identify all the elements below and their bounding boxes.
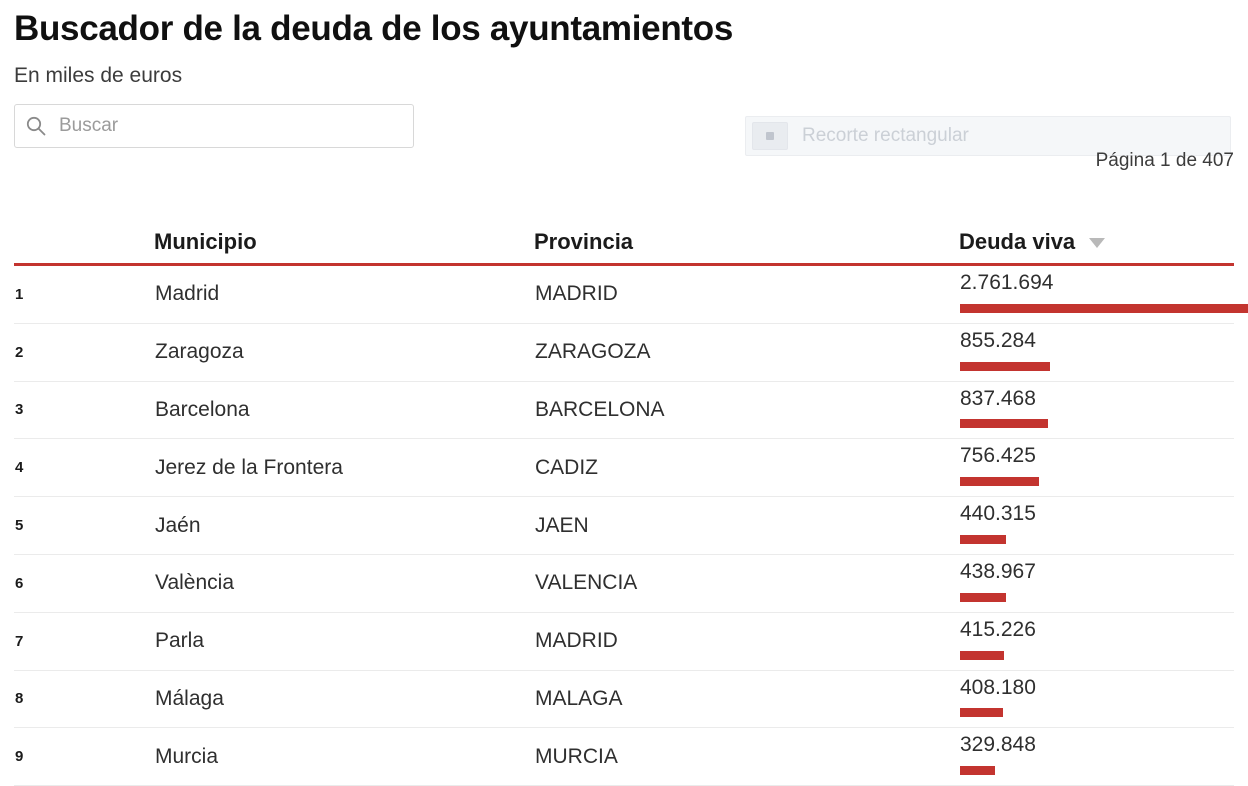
row-rank: 8	[15, 690, 24, 708]
rectangular-snip-icon[interactable]	[752, 122, 788, 150]
row-rank: 1	[15, 285, 24, 303]
column-header-municipio[interactable]: Municipio	[154, 229, 257, 254]
debt-search-page	[0, 8, 1248, 778]
row-provincia: JAEN	[535, 513, 589, 537]
row-deuda-bar	[960, 651, 1004, 660]
row-deuda-cell	[960, 497, 1234, 554]
row-deuda-cell	[960, 728, 1234, 785]
sort-descending-caret-icon[interactable]	[1089, 238, 1105, 248]
row-deuda-value: 415.226	[960, 617, 1036, 641]
page-title: Buscador de la deuda de los ayuntamientos	[14, 9, 733, 48]
row-deuda-value: 440.315	[960, 502, 1036, 526]
row-deuda-cell	[960, 671, 1234, 728]
row-provincia: MADRID	[535, 629, 618, 653]
row-rank: 7	[15, 632, 24, 650]
search-input[interactable]	[57, 114, 403, 138]
search-box[interactable]	[14, 104, 414, 148]
row-rank: 4	[15, 459, 24, 477]
debt-table	[14, 218, 1234, 786]
table-row[interactable]	[14, 439, 1234, 497]
pagination-status: Página 1 de 407	[1095, 150, 1234, 171]
table-header-row	[14, 218, 1234, 266]
row-municipio: Barcelona	[155, 397, 250, 421]
row-deuda-cell	[960, 613, 1234, 670]
row-deuda-cell	[960, 439, 1234, 496]
row-deuda-value: 408.180	[960, 675, 1036, 699]
snip-dot-icon	[766, 132, 774, 140]
row-municipio: Jerez de la Frontera	[155, 455, 343, 479]
page-subtitle: En miles de euros	[14, 64, 183, 87]
table-row[interactable]	[14, 382, 1234, 440]
row-deuda-value: 329.848	[960, 733, 1036, 757]
row-municipio: Murcia	[155, 744, 219, 768]
row-rank: 6	[15, 574, 24, 592]
row-deuda-bar	[960, 766, 995, 775]
row-rank: 2	[15, 343, 24, 361]
row-deuda-value: 756.425	[960, 444, 1036, 468]
row-municipio: Jaén	[155, 513, 201, 537]
table-row[interactable]	[14, 613, 1234, 671]
row-deuda-bar	[960, 535, 1006, 544]
row-provincia: MALAGA	[535, 686, 623, 710]
row-deuda-bar	[960, 708, 1003, 717]
table-row[interactable]	[14, 497, 1234, 555]
row-deuda-value: 855.284	[960, 328, 1036, 352]
row-provincia: MURCIA	[535, 744, 618, 768]
row-deuda-bar	[960, 362, 1050, 371]
row-deuda-bar	[960, 304, 1248, 313]
table-row[interactable]	[14, 555, 1234, 613]
row-municipio: Madrid	[155, 282, 220, 306]
table-body	[14, 266, 1234, 786]
row-provincia: VALENCIA	[535, 571, 638, 595]
row-deuda-cell	[960, 382, 1234, 439]
row-provincia: BARCELONA	[535, 397, 665, 421]
row-municipio: València	[155, 571, 234, 595]
row-provincia: MADRID	[535, 282, 618, 306]
row-deuda-cell	[960, 266, 1234, 323]
row-deuda-cell	[960, 555, 1234, 612]
row-rank: 3	[15, 401, 24, 419]
row-municipio: Parla	[155, 629, 205, 653]
row-municipio: Málaga	[155, 686, 224, 710]
search-icon	[25, 115, 47, 137]
column-header-provincia[interactable]: Provincia	[534, 229, 634, 254]
column-header-deuda-viva[interactable]	[959, 229, 1234, 263]
table-row[interactable]	[14, 671, 1234, 729]
row-rank: 9	[15, 748, 24, 766]
row-provincia: CADIZ	[535, 455, 598, 479]
table-row[interactable]	[14, 266, 1234, 324]
table-row[interactable]	[14, 728, 1234, 786]
row-deuda-value: 2.761.694	[960, 271, 1054, 294]
row-deuda-cell	[960, 324, 1234, 381]
snip-tool-label: Recorte rectangular	[802, 125, 969, 146]
row-deuda-bar	[960, 419, 1048, 428]
row-deuda-value: 837.468	[960, 386, 1036, 410]
row-municipio: Zaragoza	[155, 340, 244, 364]
column-header-rank	[14, 255, 154, 263]
column-header-deuda-label: Deuda viva	[959, 229, 1076, 254]
row-rank: 5	[15, 517, 24, 535]
row-provincia: ZARAGOZA	[535, 340, 651, 364]
row-deuda-value: 438.967	[960, 559, 1036, 583]
table-row[interactable]	[14, 324, 1234, 382]
row-deuda-bar	[960, 477, 1039, 486]
row-deuda-bar	[960, 593, 1006, 602]
